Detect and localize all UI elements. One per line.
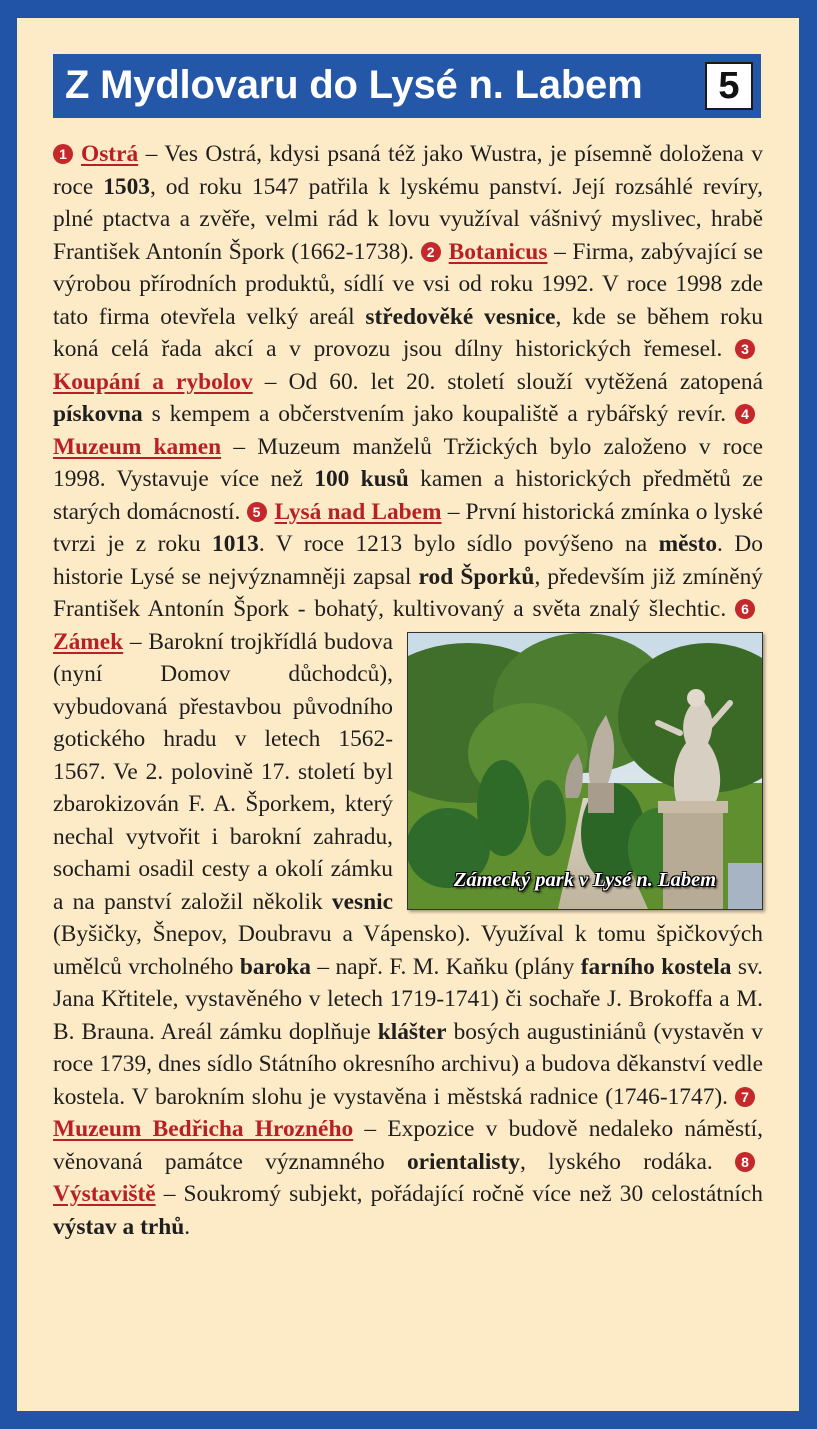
- number-badge: 5: [247, 502, 267, 522]
- number-badge: 6: [735, 599, 755, 619]
- link-koupani-a-rybolov[interactable]: Koupání a rybolov: [53, 368, 253, 395]
- number-badge: 3: [735, 339, 755, 359]
- link-ostra[interactable]: Ostrá: [81, 141, 139, 167]
- link-muzeum-kamen[interactable]: Muzeum kamen: [53, 433, 222, 460]
- section-ostra: 1 Ostrá – Ves Ostrá, kdysi psaná též jako Wustra, je písemně doložena v roce 1503, od roku 1547 patřila k lyskému panství. Její rozsáhlé revíry, plné ptactva a zvěře, velmi rád k lovu využíval vášnivý myslivec, hrabě František Antonín Špork (1662-1738).: [53, 141, 763, 265]
- title-bar: [53, 54, 761, 118]
- section-koupani: 3Koupání a rybolov – Od 60. let 20. století slouží vytěžená zatopená pískovna s kempem a občerstvením jako koupaliště a rybářský revír.: [53, 341, 764, 427]
- link-muzeum-bedricha-hrozneho[interactable]: Muzeum Bedřicha Hrozného: [53, 1116, 354, 1142]
- link-vystaviste[interactable]: Výstaviště: [53, 1181, 156, 1207]
- article-body: [53, 138, 763, 1243]
- link-lysa-nad-labem[interactable]: Lysá nad Labem: [274, 498, 442, 525]
- photo-caption: Zámecký park v Lysé n. Labem: [453, 869, 717, 891]
- section-muzeum-kamen: 4Muzeum kamen – Muzeum manželů Tržických bylo založeno v roce 1998. Vystavuje více než 100 kusů kamen a historických předmětů ze starých domácností.: [53, 406, 763, 525]
- number-badge: 7: [735, 1087, 755, 1107]
- link-botanicus[interactable]: Botanicus: [448, 238, 548, 265]
- number-badge: 2: [421, 242, 441, 262]
- section-botanicus: 2 Botanicus – Firma, zabývající se výrobou přírodních produktů, sídlí ve vsi od roku 1992. V roce 1998 zde tato firma otevřela velký areál středověké vesnice, kde se během roku koná celá řada akcí a v provozu jsou dílny historických řemesel.: [53, 238, 763, 362]
- number-badge: 1: [53, 144, 73, 164]
- number-badge: 8: [735, 1152, 755, 1172]
- section-vystaviste: 8Výstaviště – Soukromý subjekt, pořádající ročně více než 30 celostátních výstav a trhů.: [53, 1153, 763, 1240]
- guide-card: [17, 18, 799, 1411]
- number-badge: 4: [735, 404, 755, 424]
- section-zamek: 6Zámek Zámecký park v Lysé n. Labem – Barokní trojkřídlá budova (nyní Domov důchodců), vybudovaná přestavbou původního gotického hradu v letech 1562-1567. Ve 2. polovině 17. století byl zbarokizován F. A. Šporkem, který nechal vytvořit i barokní zahradu, sochami osadil cesty a okolí zámku a na panství založil několik vesnic (Byšičky, Šnepov, Doubravu a Vápensko). Využíval k tomu špičkových umělců vrcholného baroka – např. F. M. Kaňku (plány farního kostela sv. Jana Křtitele, vystavěného v letech 1719-1741) či sochaře J. Brokoffa a M. B. Brauna. Areál zámku doplňuje klášter bosých augustiniánů (vystavěn v roce 1739, dnes sídlo Státního okresního archivu) a budova děkanství vedle kostela. V barokním slohu je vystavěna i městská radnice (1746-1747).: [53, 596, 763, 1110]
- link-zamek[interactable]: Zámek: [53, 628, 124, 655]
- section-lysa: 5 Lysá nad Labem – První historická zmínka o lyské tvrzi je z roku 1013. V roce 1213 bylo sídlo povýšeno na město. Do historie Lysé se nejvýznamněji zapsal rod Šporků, především již zmíněný František Antonín Špork - bohatý, kultivovaný a světa znalý šlechtic.: [53, 498, 764, 622]
- section-muzeum-hrozneho: 7Muzeum Bedřicha Hrozného – Expozice v budově nedaleko náměstí, věnovaná památce významného orientalisty, lyského rodáka.: [53, 1088, 763, 1175]
- page-title: Z Mydlovaru do Lysé n. Labem: [65, 63, 643, 107]
- castle-park-photo: [407, 632, 763, 910]
- route-number-badge: 5: [705, 62, 753, 110]
